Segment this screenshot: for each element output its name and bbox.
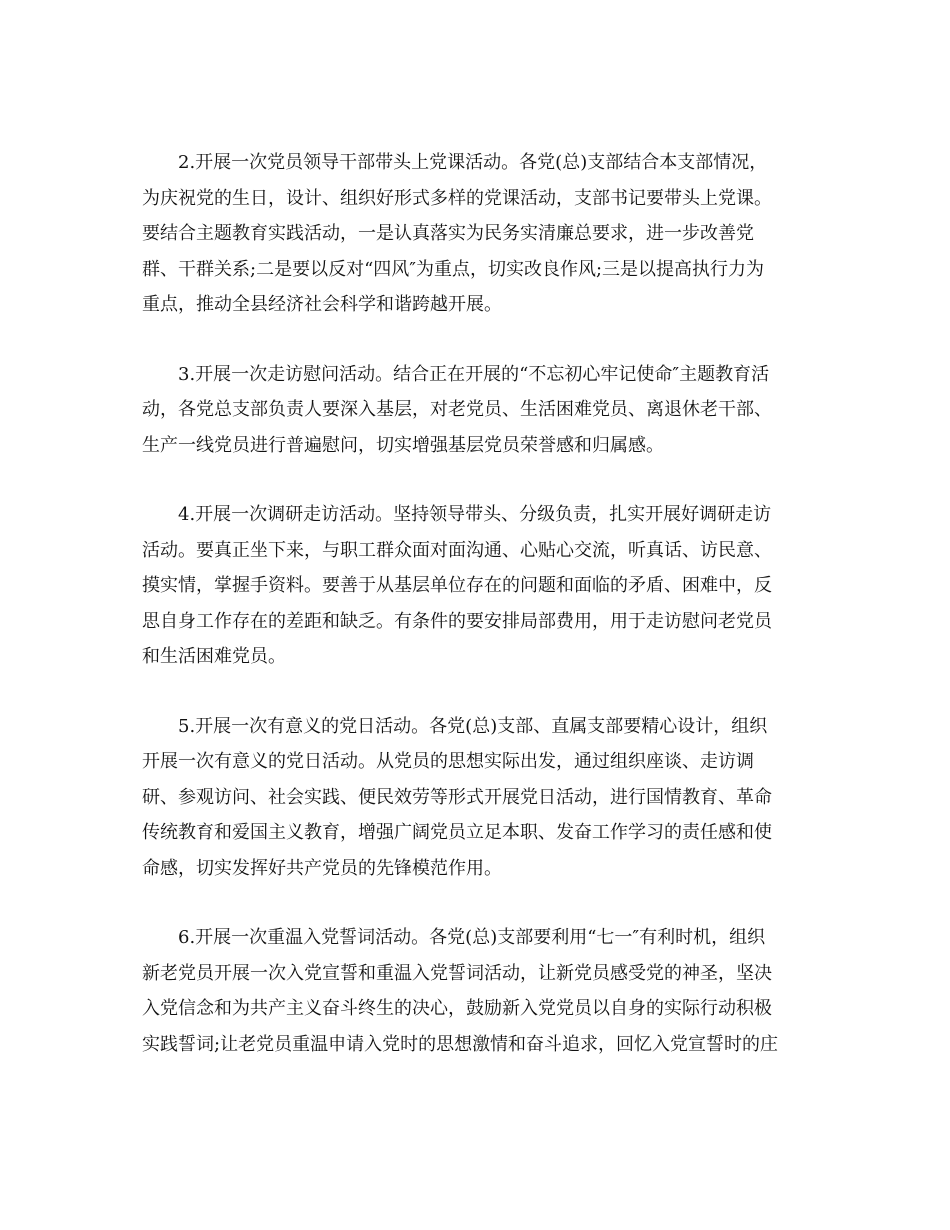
paragraph-item-2 bbox=[142, 145, 810, 323]
paragraph-line: 实践誓词;让老党员重温申请入党时的思想激情和奋斗追求，回忆入党宣誓时的庄 bbox=[142, 1033, 779, 1055]
paragraph-line: 入党信念和为共产主义奋斗终生的决心，鼓励新入党党员以自身的实际行动积极 bbox=[142, 998, 772, 1019]
paragraph-line: 命感，切实发挥好共产党员的先锋模范作用。 bbox=[142, 857, 502, 879]
paragraph-line: 5.开展一次有意义的党日活动。各党(总)支部、直属支部要精心设计，组织 bbox=[178, 715, 768, 737]
paragraph-item-4 bbox=[142, 497, 810, 675]
paragraph-line: 和生活困难党员。 bbox=[142, 646, 286, 667]
paragraph-line: 4.开展一次调研走访活动。坚持领导带头、分级负责，扎实开展好调研走访 bbox=[178, 504, 772, 525]
paragraph-spacer bbox=[142, 323, 810, 357]
document-body bbox=[142, 145, 810, 1062]
paragraph-line: 传统教育和爱国主义教育，增强广阔党员立足本职、发奋工作学习的责任感和使 bbox=[142, 822, 772, 843]
paragraph-line: 研、参观访问、社会实践、便民效劳等形式开展党日活动，进行国情教育、革命 bbox=[142, 786, 772, 808]
paragraph-line: 思自身工作存在的差距和缺乏。有条件的要安排局部费用，用于走访慰问老党员 bbox=[142, 610, 772, 632]
paragraph-spacer bbox=[142, 463, 810, 497]
paragraph-line: 群、干群关系;二是要以反对“四风″为重点，切实改良作风;三是以提高执行力为 bbox=[142, 258, 765, 280]
paragraph-line: 为庆祝党的生日，设计、组织好形式多样的党课活动，支部书记要带头上党课。 bbox=[142, 187, 772, 209]
paragraph-line: 重点，推动全县经济社会科学和谐跨越开展。 bbox=[142, 294, 502, 315]
paragraph-item-6 bbox=[142, 920, 810, 1062]
paragraph-item-5 bbox=[142, 709, 810, 887]
paragraph-item-3 bbox=[142, 357, 810, 464]
paragraph-line: 新老党员开展一次入党宣誓和重温入党誓词活动，让新党员感受党的神圣，坚决 bbox=[142, 962, 772, 984]
paragraph-spacer bbox=[142, 886, 810, 920]
paragraph-line: 动，各党总支部负责人要深入基层，对老党员、生活困难党员、离退休老干部、 bbox=[142, 399, 772, 420]
paragraph-line: 活动。要真正坐下来，与职工群众面对面沟通、心贴心交流，听真话、访民意、 bbox=[142, 539, 772, 561]
paragraph-line: 2.开展一次党员领导干部带头上党课活动。各党(总)支部结合本支部情况， bbox=[178, 152, 768, 173]
paragraph-line: 要结合主题教育实践活动，一是认真落实为民务实清廉总要求，进一步改善党 bbox=[142, 223, 754, 244]
paragraph-spacer bbox=[142, 675, 810, 709]
paragraph-line: 生产一线党员进行普遍慰问，切实增强基层党员荣誉感和归属感。 bbox=[142, 434, 664, 456]
paragraph-line: 6.开展一次重温入党誓词活动。各党(总)支部要利用“七一″有利时机，组织 bbox=[178, 927, 766, 948]
paragraph-line: 摸实情，掌握手资料。要善于从基层单位存在的问题和面临的矛盾、困难中，反 bbox=[142, 575, 772, 596]
paragraph-line: 3.开展一次走访慰问活动。结合正在开展的“不忘初心牢记使命″主题教育活 bbox=[178, 363, 770, 385]
paragraph-line: 开展一次有意义的党日活动。从党员的思想实际出发，通过组织座谈、走访调 bbox=[142, 751, 754, 772]
